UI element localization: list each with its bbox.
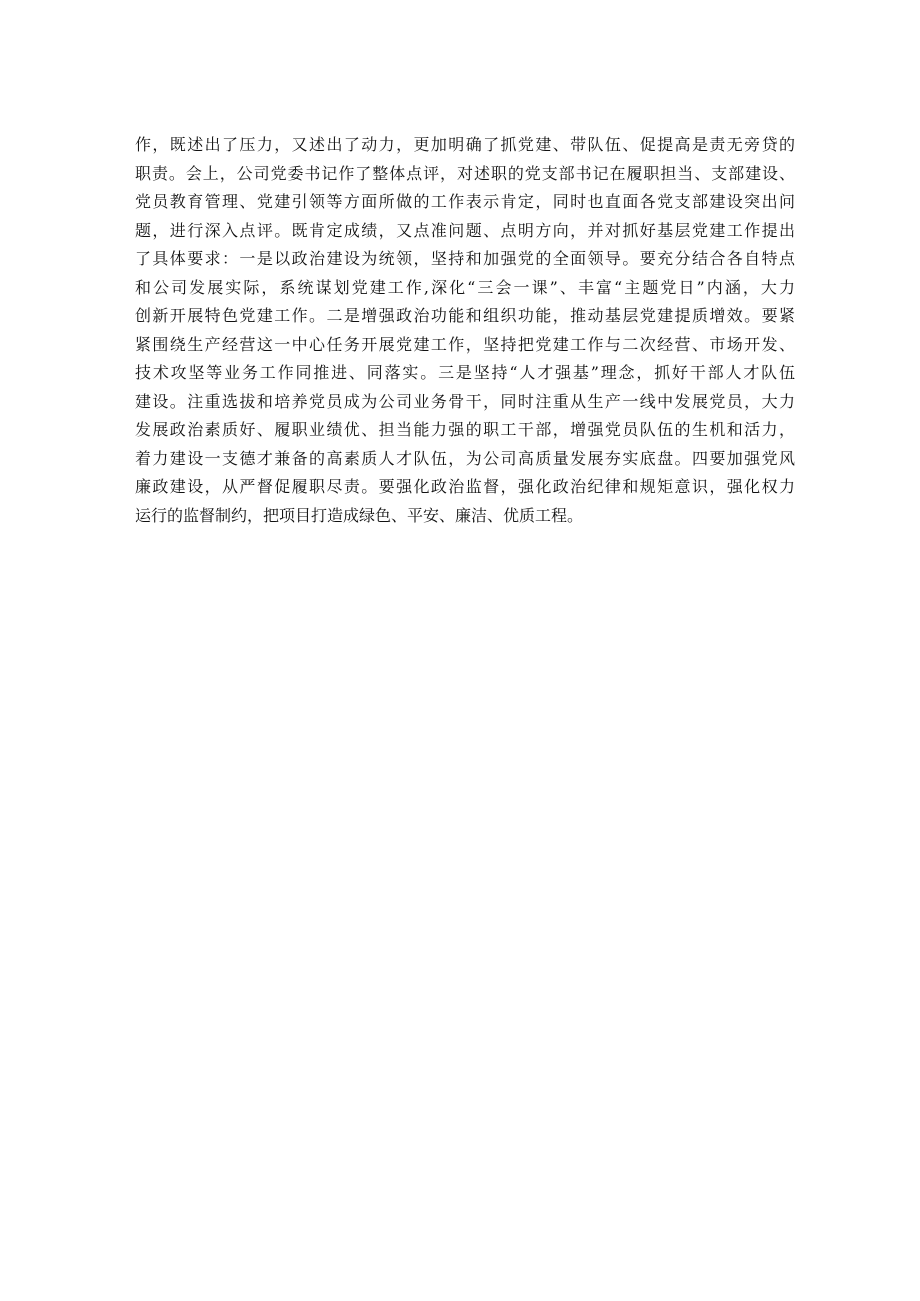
body-paragraph [135, 131, 795, 530]
paragraph-line: 党员教育管理、党建引领等方面所做的工作表示肯定，同时也直面各党支部建设突出问 [135, 192, 795, 211]
paragraph-line: 了具体要求：一是以政治建设为统领，坚持和加强党的全面领导。要充分结合各自特点 [135, 249, 795, 268]
paragraph-line: 着力建设一支德才兼备的高素质人才队伍，为公司高质量发展夯实底盘。四要加强党风 [135, 448, 795, 468]
paragraph-line: 技术攻坚等业务工作同推进、同落实。三是坚持“人才强基”理念，抓好干部人才队伍 [135, 363, 795, 382]
paragraph-line: 创新开展特色党建工作。二是增强政治功能和组织功能，推动基层党建提质增效。要紧 [135, 306, 795, 325]
paragraph-line: 建设。注重选拔和培养党员成为公司业务骨干，同时注重从生产一线中发展党员，大力 [135, 391, 795, 411]
paragraph-line: 廉政建设，从严督促履职尽责。要强化政治监督，强化政治纪律和规矩意识，强化权力 [135, 477, 795, 496]
paragraph-line: 题，进行深入点评。既肯定成绩，又点准问题、点明方向，并对抓好基层党建工作提出 [135, 220, 795, 240]
paragraph-line: 紧围绕生产经营这一中心任务开展党建工作，坚持把党建工作与二次经营、市场开发、 [135, 334, 795, 354]
paragraph-line: 和公司发展实际，系统谋划党建工作,深化“三会一课”、丰富“主题党日”内涵，大力 [135, 277, 795, 297]
paragraph-line: 作，既述出了压力，又述出了动力，更加明确了抓党建、带队伍、促提高是责无旁贷的 [135, 135, 795, 154]
paragraph-line: 发展政治素质好、履职业绩优、担当能力强的职工干部，增强党员队伍的生机和活力， [135, 420, 795, 439]
paragraph-line: 职责。会上，公司党委书记作了整体点评，对述职的党支部书记在履职担当、支部建设、 [135, 163, 795, 183]
paragraph-line: 运行的监督制约，把项目打造成绿色、平安、廉洁、优质工程。 [135, 505, 584, 525]
